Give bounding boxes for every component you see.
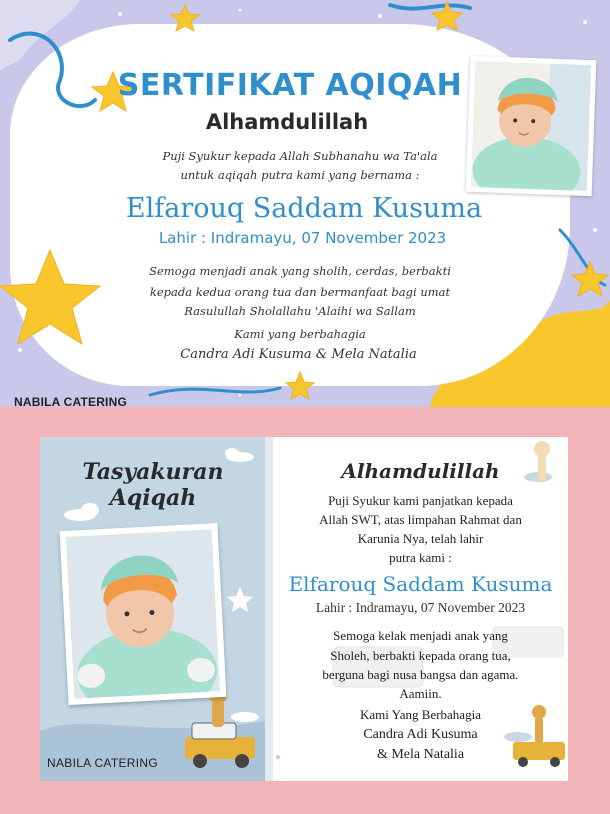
prayer-line: Semoga kelak menjadi anak yang	[333, 628, 508, 643]
prayer-line: berguna bagi nusa bangsa dan agama.	[322, 667, 519, 682]
brand-label: NABILA CATERING	[47, 756, 158, 770]
child-name: Elfarouq Saddam Kusuma	[125, 193, 483, 224]
birth-info: Lahir : Indramayu, 07 November 2023	[158, 229, 447, 247]
child-name: Elfarouq Saddam Kusuma	[288, 572, 553, 596]
intro-line: untuk aqiqah putra kami yang bernama :	[180, 168, 420, 182]
star-icon	[171, 5, 199, 31]
birth-info: Lahir : Indramayu, 07 November 2023	[315, 600, 526, 615]
prayer-line: kepada kedua orang tua dan bermanfaat bagi umat	[149, 285, 451, 299]
greeting-title: Alhamdulillah	[341, 459, 500, 483]
intro-line: putra kami :	[389, 550, 452, 565]
prayer-line: Rasulullah Sholallahu 'Alaihi wa Sallam	[184, 304, 416, 318]
certificate-title: SERTIFIKAT AQIQAH	[117, 68, 463, 103]
parent-name: & Mela Natalia	[376, 747, 465, 762]
tasyakuran-invitation-card	[40, 437, 568, 781]
parents-names: Candra Adi Kusuma & Mela Natalia	[180, 347, 417, 362]
intro-line: Puji Syukur kepada Allah Subhanahu wa Ta'ala	[162, 149, 438, 163]
baby-photo	[60, 523, 227, 705]
baby-photo	[466, 56, 597, 196]
panel-divider	[265, 437, 273, 781]
left-photo-panel	[40, 437, 265, 781]
brand-label: NABILA CATERING	[14, 395, 127, 407]
intro-line: Karunia Nya, telah lahir	[357, 531, 484, 546]
prayer-line: Aamiin.	[399, 686, 442, 701]
star-icon	[227, 587, 253, 612]
closing-line: Kami yang berbahagia	[234, 327, 366, 341]
closing-line: Kami Yang Berbahagia	[360, 707, 481, 722]
prayer-line: Sholeh, berbakti kepada orang tua,	[330, 648, 511, 663]
prayer-line: Semoga menjadi anak yang sholih, cerdas, berbakti	[149, 264, 451, 278]
parent-name: Candra Adi Kusuma	[363, 727, 478, 742]
certificate-subtitle: Alhamdulillah	[205, 110, 369, 134]
intro-line: Puji Syukur kami panjatkan kepada	[328, 493, 513, 508]
star-icon	[286, 372, 314, 399]
intro-line: Allah SWT, atas limpahan Rahmat dan	[319, 512, 522, 527]
invitation-title: Tasyakuran Aqiqah	[82, 459, 224, 511]
